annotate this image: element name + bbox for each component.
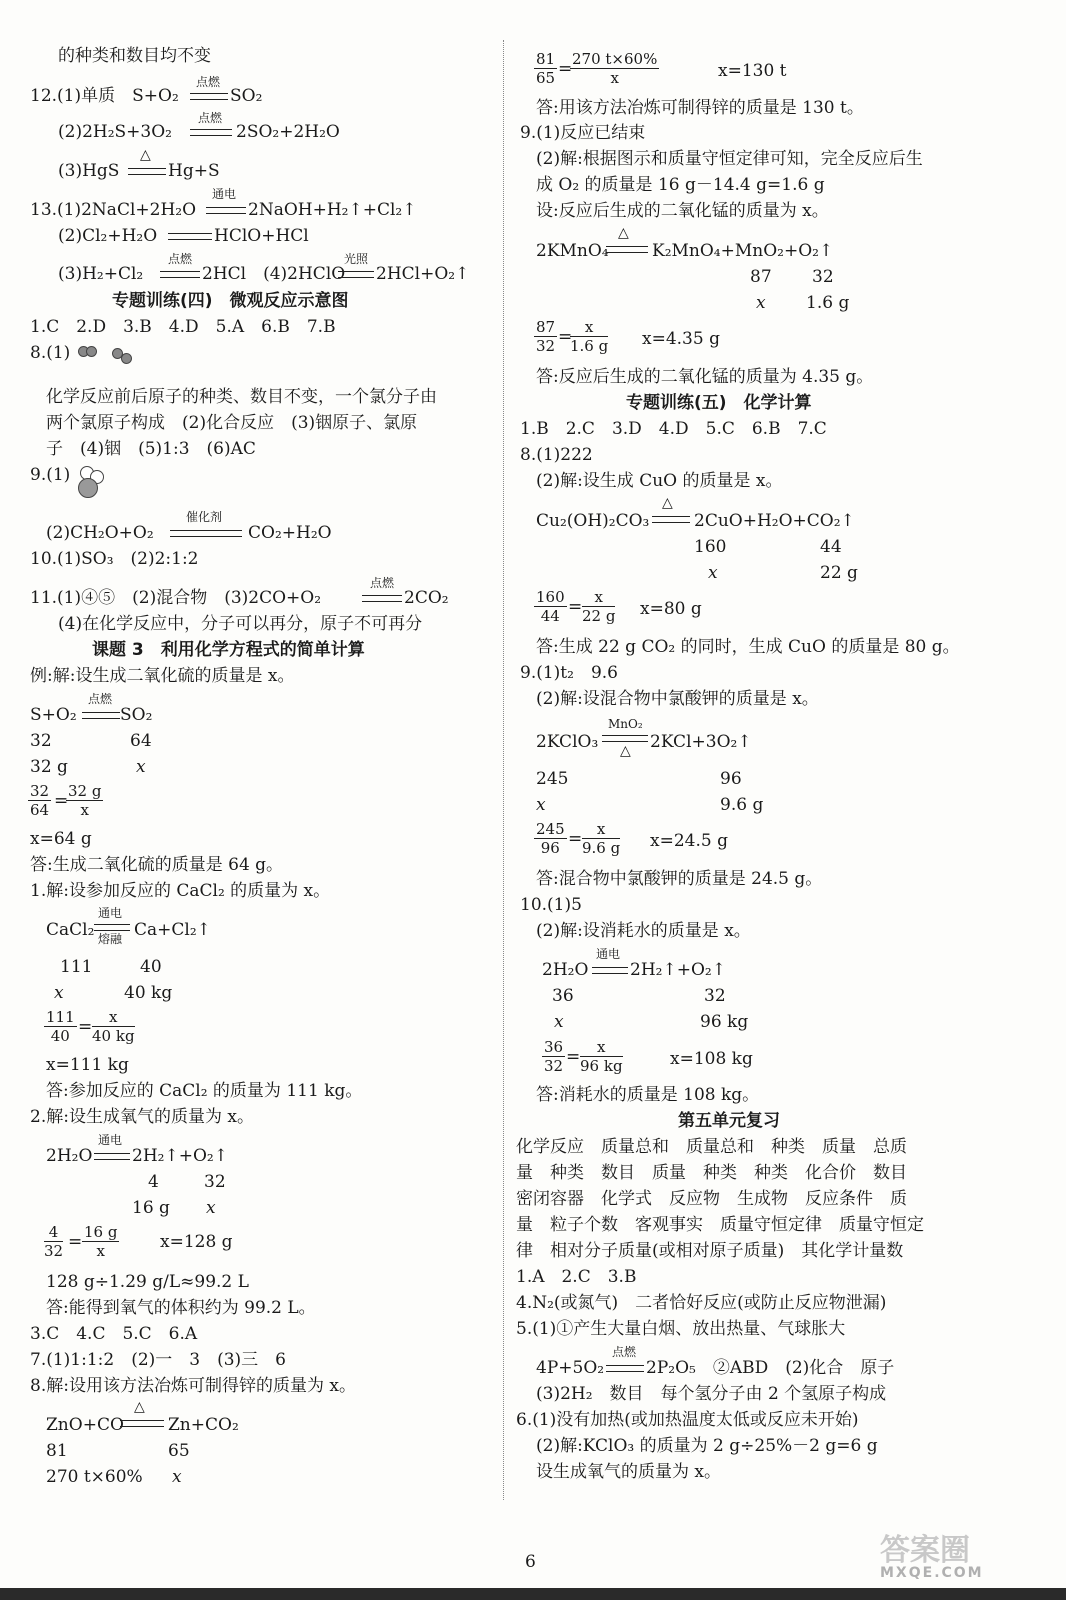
answer-12-2: (2)2H₂S+3O₂ (58, 122, 172, 142)
condition-label: 点燃 (196, 75, 221, 89)
mass-value: x (206, 1198, 216, 1218)
fraction: $\frac{x}{22 g}$ (582, 588, 616, 625)
mass-value: x (136, 757, 146, 777)
mass-value: x (708, 563, 718, 583)
problem-2: 2.解:设生成氧气的质量为 x。 (30, 1107, 254, 1127)
answer-12-1: 12.(1)单质 S+O₂ (30, 86, 179, 106)
answer-list: 3.C 4.C 5.C 6.A (30, 1324, 198, 1344)
equation-product: HClO+HCl (214, 226, 309, 246)
answer-line: 答:消耗水的质量是 108 kg。 (536, 1085, 760, 1105)
mass-value: 32 (204, 1172, 226, 1192)
equation-product: 2KCl+3O₂↑ (650, 732, 752, 752)
equals-sign: = (558, 327, 573, 347)
result-line: x=128 g (160, 1232, 233, 1252)
mass-value: x (554, 1012, 564, 1032)
answer-9-1: 9.(1)反应已结束 (520, 123, 646, 143)
mass-value: 81 (46, 1441, 68, 1461)
heat-symbol: △ (140, 147, 151, 163)
condition-label: 点燃 (198, 111, 223, 125)
answer-7: 7.(1)1:1:2 (2)一 3 (3)三 6 (30, 1350, 286, 1370)
text-line: (2)解:设消耗水的质量是 x。 (536, 921, 751, 941)
text-line: 两个氯原子构成 (2)化合反应 (3)铟原子、氯原 (46, 413, 418, 433)
text-line: 律 相对分子质量(或相对原子质量) 其化学计量数 (516, 1241, 904, 1261)
condition-label: 通电 (596, 947, 621, 961)
answer-8-1: 8.(1)222 (520, 445, 593, 465)
equation-reactants: 2KMnO₄ (536, 241, 609, 261)
text-line: 密闭容器 化学式 反应物 生成物 反应条件 质 (516, 1189, 907, 1209)
answer-12-3: (3)HgS (58, 161, 120, 181)
equation-arrow (362, 595, 402, 602)
equation-product: CO₂+H₂O (248, 523, 332, 543)
section-title: 专题训练(四) 微观反应示意图 (112, 291, 349, 311)
mass-value: 36 (552, 986, 574, 1006)
mass-value: x (54, 983, 64, 1003)
answer-13-3: (3)H₂+Cl₂ (58, 264, 144, 284)
equation-reactants: 2H₂O (46, 1146, 93, 1166)
heat-symbol: △ (662, 495, 673, 511)
text-line: (2)解:设生成 CuO 的质量是 x。 (536, 471, 783, 491)
equation-product: 2HCl (4)2HClO (202, 264, 346, 284)
fraction: $\frac{x}{96 kg}$ (580, 1038, 623, 1075)
fraction: $\frac{32}{64}$ (30, 782, 50, 819)
equation-product: SO₂ (120, 705, 153, 725)
text-line: (2)解:根据图示和质量守恒定律可知，完全反应后生 (536, 149, 923, 169)
mass-value: 111 (60, 957, 93, 977)
result-line: x=111 kg (46, 1055, 129, 1075)
answer-line: 答:能得到氧气的体积约为 99.2 L。 (46, 1298, 316, 1318)
answer-line: 答:生成二氧化硫的质量是 64 g。 (30, 855, 284, 875)
equation-reactants: S+O₂ (30, 705, 77, 725)
condition-label: 通电 (212, 187, 237, 201)
answer-9-2: (2)CH₂O+O₂ (46, 523, 154, 543)
equation-product: 2SO₂+2H₂O (236, 122, 340, 142)
fraction: $\frac{32 g}{x}$ (68, 782, 102, 819)
heat-symbol: △ (620, 743, 631, 759)
equation-arrow (94, 924, 130, 931)
equation-product: 2H₂↑+O₂↑ (132, 1146, 228, 1166)
answer-line: 答:混合物中氯酸钾的质量是 24.5 g。 (536, 869, 823, 889)
result-line: x=24.5 g (650, 831, 728, 851)
fraction: $\frac{87}{32}$ (536, 318, 556, 355)
condition-label: 通电 (98, 906, 123, 920)
equation-arrow (606, 246, 648, 253)
answer-4: 4.N₂(或氮气) 二者恰好反应(或防止反应物泄漏) (516, 1293, 887, 1313)
mass-value: 87 (750, 267, 772, 287)
mass-value: 32 (704, 986, 726, 1006)
page-number: 6 (525, 1552, 536, 1572)
condition-label: 点燃 (168, 252, 193, 266)
equals-sign: = (78, 1017, 93, 1037)
equation-arrow (160, 271, 200, 278)
atom-icon (78, 478, 98, 498)
text-line: 的种类和数目均不变 (58, 46, 211, 66)
condition-label: MnO₂ (608, 717, 643, 731)
equals-sign: = (54, 791, 69, 811)
condition-label: 点燃 (370, 576, 395, 590)
fraction: $\frac{4}{32}$ (44, 1223, 64, 1260)
equation-product: 2CuO+H₂O+CO₂↑ (694, 511, 855, 531)
equation-arrow (120, 1420, 164, 1427)
problem-8: 8.解:设用该方法冶炼可制得锌的质量为 x。 (30, 1376, 356, 1396)
equals-sign: = (566, 1047, 581, 1067)
text-line: 设生成氧气的质量为 x。 (536, 1462, 721, 1482)
equation-arrow (128, 168, 166, 175)
text-line: 子 (4)铟 (5)1:3 (6)AC (46, 439, 256, 459)
mass-value: 16 g (132, 1198, 170, 1218)
equation-arrow (606, 1365, 644, 1372)
equation-arrow (190, 93, 228, 100)
answer-list: 1.B 2.C 3.D 4.D 5.C 6.B 7.C (520, 419, 827, 439)
answer-6: 6.(1)没有加热(或加热温度太低或反应未开始) (516, 1410, 859, 1430)
answer-10: 10.(1)SO₃ (2)2:1:2 (30, 549, 199, 569)
mass-value: 22 g (820, 563, 858, 583)
condition-label: 催化剂 (186, 510, 223, 524)
fraction: $\frac{36}{32}$ (544, 1038, 564, 1075)
answer-9-1: 9.(1)t₂ 9.6 (520, 663, 618, 683)
mass-value: 96 kg (700, 1012, 749, 1032)
answer-8-1: 8.(1) (30, 343, 71, 363)
mass-value: x (536, 795, 546, 815)
right-column (510, 0, 1066, 1500)
fraction: $\frac{81}{65}$ (536, 50, 556, 87)
equation-arrow (168, 233, 212, 240)
watermark-logo: 答案圈 (880, 1533, 970, 1568)
answer-line: 答:生成 22 g CO₂ 的同时，生成 CuO 的质量是 80 g。 (536, 637, 960, 657)
equation-product: Ca+Cl₂↑ (134, 920, 211, 940)
mass-value: 40 kg (124, 983, 173, 1003)
text-line: (2)解:设混合物中氯酸钾的质量是 x。 (536, 689, 819, 709)
equation-product: K₂MnO₄+MnO₂+O₂↑ (652, 241, 834, 261)
result-line: x=4.35 g (642, 329, 720, 349)
result-line: 128 g÷1.29 g/L≈99.2 L (46, 1272, 249, 1292)
text-line: (3)2H₂ 数目 每个氢分子由 2 个氢原子构成 (536, 1384, 887, 1404)
text-line: 量 粒子个数 客观事实 质量守恒定律 质量守恒定 (516, 1215, 924, 1235)
equals-sign: = (68, 1232, 83, 1252)
answer-line: 答:反应后生成的二氧化锰的质量为 4.35 g。 (536, 367, 874, 387)
answer-13-2: (2)Cl₂+H₂O (58, 226, 158, 246)
equation-reactants: 4P+5O₂ (536, 1358, 605, 1378)
atom-icon (86, 346, 97, 357)
answer-9-1: 9.(1) (30, 465, 71, 485)
mass-value: x (172, 1467, 182, 1487)
answer-5: 5.(1)①产生大量白烟、放出热量、气球胀大 (516, 1319, 846, 1339)
equation-product: Zn+CO₂ (168, 1415, 239, 1435)
left-column (0, 0, 500, 1500)
equation-arrow (652, 516, 690, 523)
mass-value: 65 (168, 1441, 190, 1461)
mass-value: 32 g (30, 757, 68, 777)
equation-arrow (94, 1153, 130, 1160)
fraction: $\frac{x}{1.6 g}$ (570, 318, 609, 355)
equation-reactants: 2KClO₃ (536, 732, 599, 752)
problem-1: 1.解:设参加反应的 CaCl₂ 的质量为 x。 (30, 881, 331, 901)
equation-product: 2P₂O₅ ②ABD (2)化合 原子 (646, 1358, 895, 1378)
fraction: $\frac{160}{44}$ (536, 588, 565, 625)
mass-value: 245 (536, 769, 569, 789)
answer-10-1: 10.(1)5 (520, 895, 582, 915)
column-divider (503, 40, 504, 1500)
answer-line: 答:用该方法冶炼可制得锌的质量是 130 t。 (536, 98, 864, 118)
equation-arrow (82, 712, 120, 719)
equation-product: 2HCl+O₂↑ (376, 264, 470, 284)
equals-sign: = (558, 59, 573, 79)
equation-product: 2CO₂ (404, 588, 449, 608)
condition-label: 通电 (98, 1133, 123, 1147)
equation-product: Hg+S (168, 161, 220, 181)
result-line: x=130 t (718, 61, 787, 81)
text-line: 化学反应前后原子的种类、数目不变，一个氯分子由 (46, 387, 437, 407)
equals-sign: = (568, 597, 583, 617)
text-line: 设:反应后生成的二氧化锰的质量为 x。 (536, 201, 829, 221)
mass-value: 96 (720, 769, 742, 789)
equals-sign: = (568, 829, 583, 849)
example-line: 例:解:设生成二氧化硫的质量是 x。 (30, 666, 295, 686)
condition-label: 点燃 (88, 692, 113, 706)
atom-icon (121, 353, 132, 364)
equation-reactants: CaCl₂ (46, 920, 95, 940)
text-line: 量 种类 数目 质量 种类 种类 化合价 数目 (516, 1163, 907, 1183)
answer-line: 答:参加反应的 CaCl₂ 的质量为 111 kg。 (46, 1081, 363, 1101)
answer-list: 1.C 2.D 3.B 4.D 5.A 6.B 7.B (30, 317, 336, 337)
mass-value: 44 (820, 537, 842, 557)
equation-product: 2NaOH+H₂↑+Cl₂↑ (248, 200, 417, 220)
mass-value: 160 (694, 537, 727, 557)
equation-reactants: 2H₂O (542, 960, 589, 980)
text-line: (4)在化学反应中，分子可以再分，原子不可再分 (58, 614, 423, 634)
equation-arrow (170, 530, 242, 537)
condition-label: 点燃 (612, 1345, 637, 1359)
heat-symbol: △ (134, 1399, 145, 1415)
mass-value: 32 (812, 267, 834, 287)
unit-title: 第五单元复习 (678, 1111, 780, 1131)
answer-13-1: 13.(1)2NaCl+2H₂O (30, 200, 197, 220)
mass-value: 40 (140, 957, 162, 977)
equation-arrow (338, 271, 374, 278)
mass-value: 32 (30, 731, 52, 751)
condition-label: 光照 (344, 252, 369, 266)
mass-value: 64 (130, 731, 152, 751)
mass-value: 270 t×60% (46, 1467, 143, 1487)
mass-value: x (756, 293, 766, 313)
condition-label: 熔融 (98, 932, 123, 946)
section-title: 专题训练(五) 化学计算 (626, 393, 812, 413)
result-line: x=64 g (30, 829, 92, 849)
text-line: 化学反应 质量总和 质量总和 种类 质量 总质 (516, 1137, 907, 1157)
equation-product: SO₂ (230, 86, 263, 106)
mass-value: 1.6 g (806, 293, 850, 313)
fraction: $\frac{x}{40 kg}$ (92, 1008, 135, 1045)
text-line: (2)解:KClO₃ 的质量为 2 g÷25%－2 g=6 g (536, 1436, 878, 1456)
text-line: 成 O₂ 的质量是 16 g－14.4 g=1.6 g (536, 175, 825, 195)
fraction: $\frac{111}{40}$ (46, 1008, 75, 1045)
equation-reactants: Cu₂(OH)₂CO₃ (536, 511, 650, 531)
fraction: $\frac{245}{96}$ (536, 820, 565, 857)
lesson-title: 课题 3 利用化学方程式的简单计算 (92, 640, 365, 660)
equation-arrow (592, 967, 628, 974)
mass-value: 9.6 g (720, 795, 764, 815)
result-line: x=108 kg (670, 1049, 753, 1069)
equation-arrow (602, 735, 648, 742)
equation-arrow (206, 207, 246, 214)
heat-symbol: △ (618, 225, 629, 241)
fraction: $\frac{x}{9.6 g}$ (582, 820, 621, 857)
equation-arrow (190, 129, 232, 136)
footer-bar (0, 1588, 1066, 1600)
equation-product: 2H₂↑+O₂↑ (630, 960, 726, 980)
mass-value: 4 (148, 1172, 159, 1192)
answer-list: 1.A 2.C 3.B (516, 1267, 637, 1287)
result-line: x=80 g (640, 599, 702, 619)
fraction: $\frac{16 g}{x}$ (84, 1223, 118, 1260)
watermark-url: MXQE.COM (880, 1565, 984, 1581)
answer-11: 11.(1)④⑤ (2)混合物 (3)2CO+O₂ (30, 588, 322, 608)
equation-reactants: ZnO+CO (46, 1415, 124, 1435)
fraction: $\frac{270 t\times 60\%}{x}$ (572, 50, 658, 87)
